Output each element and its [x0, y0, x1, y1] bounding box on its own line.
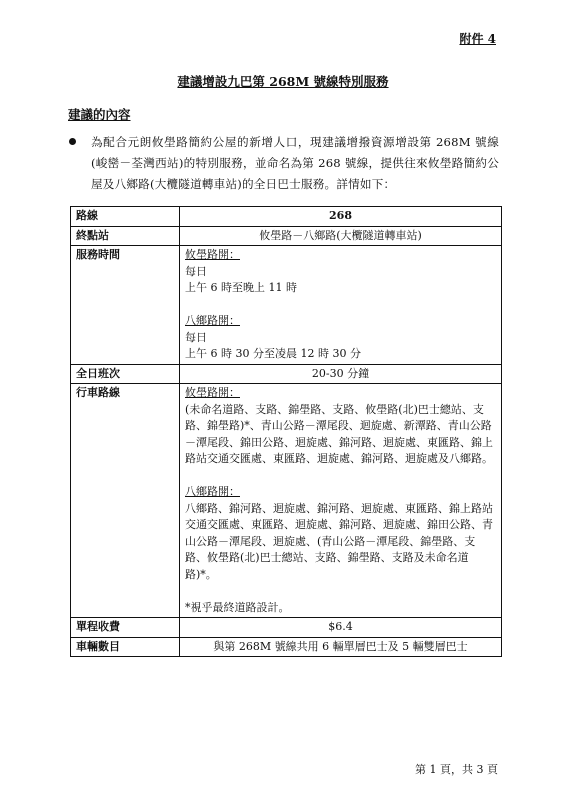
- section-heading: 建議的內容: [68, 107, 131, 122]
- route-value: [180, 207, 502, 227]
- service-dir2-title: 八鄉路開：: [185, 314, 240, 327]
- route-label: 路線: [71, 207, 180, 227]
- route-number: 268: [329, 209, 352, 222]
- annex-label: 附件 4: [459, 32, 496, 46]
- spacer: [185, 468, 496, 485]
- service-dir1-time: 上午 6 時至晚上 11 時: [185, 281, 297, 294]
- fare-value: $6.4: [180, 618, 502, 638]
- service-dir1-days: 每日: [185, 264, 207, 278]
- intro-paragraph: 為配合元朗攸壆路簡約公屋的新增人口，現建議增撥資源增設第 268M 號線(峻巒－荃灣西站)的特別服務，並命名為第 268 號線，提供往來攸壆路簡約公屋及八鄉路(大欖隧道轉車站)的全日巴士服務。詳情如下：: [91, 135, 499, 191]
- table-row: [71, 246, 502, 365]
- frequency-label: 全日班次: [71, 364, 180, 384]
- service-dir2-days: 每日: [185, 330, 207, 344]
- frequency-value: 20-30 分鐘: [180, 364, 502, 384]
- service-hours-label: 服務時間: [71, 246, 180, 365]
- routing-dir2-title: 八鄉路開：: [185, 485, 240, 498]
- routing-note: *視乎最終道路設計。: [185, 600, 290, 614]
- service-hours-value: [180, 246, 502, 365]
- fare-label: 單程收費: [71, 618, 180, 638]
- routing-dir1-text: (未命名道路、支路、錦壆路、支路、攸壆路(北)巴士總站、支路、錦壆路)*、青山公路－潭尾段、迴旋處、新潭路、青山公路－潭尾段、錦田公路、迴旋處、錦河路、迴旋處、東匯路、錦上路站交通交匯處、東匯路、迴旋處、錦河路、迴旋處及八鄉路。: [185, 402, 493, 465]
- route-details-table: [70, 206, 502, 657]
- bullet-icon: [69, 138, 76, 145]
- routing-value: [180, 384, 502, 618]
- routing-dir1-title: 攸壆路開：: [185, 386, 240, 399]
- termini-label: 終點站: [71, 226, 180, 246]
- service-dir2-time: 上午 6 時 30 分至凌晨 12 時 30 分: [185, 347, 361, 360]
- table-row: [71, 364, 502, 384]
- table-row: [71, 384, 502, 618]
- table-row: [71, 637, 502, 657]
- spacer: [185, 583, 496, 600]
- routing-dir2-text: 八鄉路、錦河路、迴旋處、錦河路、迴旋處、東匯路、錦上路站交通交匯處、東匯路、迴旋處、錦河路、迴旋處、錦田公路、青山公路－潭尾段、迴旋處、(青山公路－潭尾段、錦壆路、支路、攸壆路(北)巴士總站、支路、錦壆路、支路及未命名道路)*。: [185, 501, 493, 581]
- page-footer: 第 1 頁，共 3 頁: [415, 763, 498, 776]
- table-row: [71, 207, 502, 227]
- spacer: [185, 297, 496, 314]
- document-title: 建議增設九巴第 268M 號線特別服務: [177, 74, 389, 89]
- service-dir1-title: 攸壆路開：: [185, 248, 240, 261]
- table-row: [71, 226, 502, 246]
- table-row: [71, 618, 502, 638]
- fleet-label: 車輛數目: [71, 637, 180, 657]
- termini-value: 攸壆路－八鄉路(大欖隧道轉車站): [180, 226, 502, 246]
- fleet-value: 與第 268M 號線共用 6 輛單層巴士及 5 輛雙層巴士: [180, 637, 502, 657]
- routing-label: 行車路線: [71, 384, 180, 618]
